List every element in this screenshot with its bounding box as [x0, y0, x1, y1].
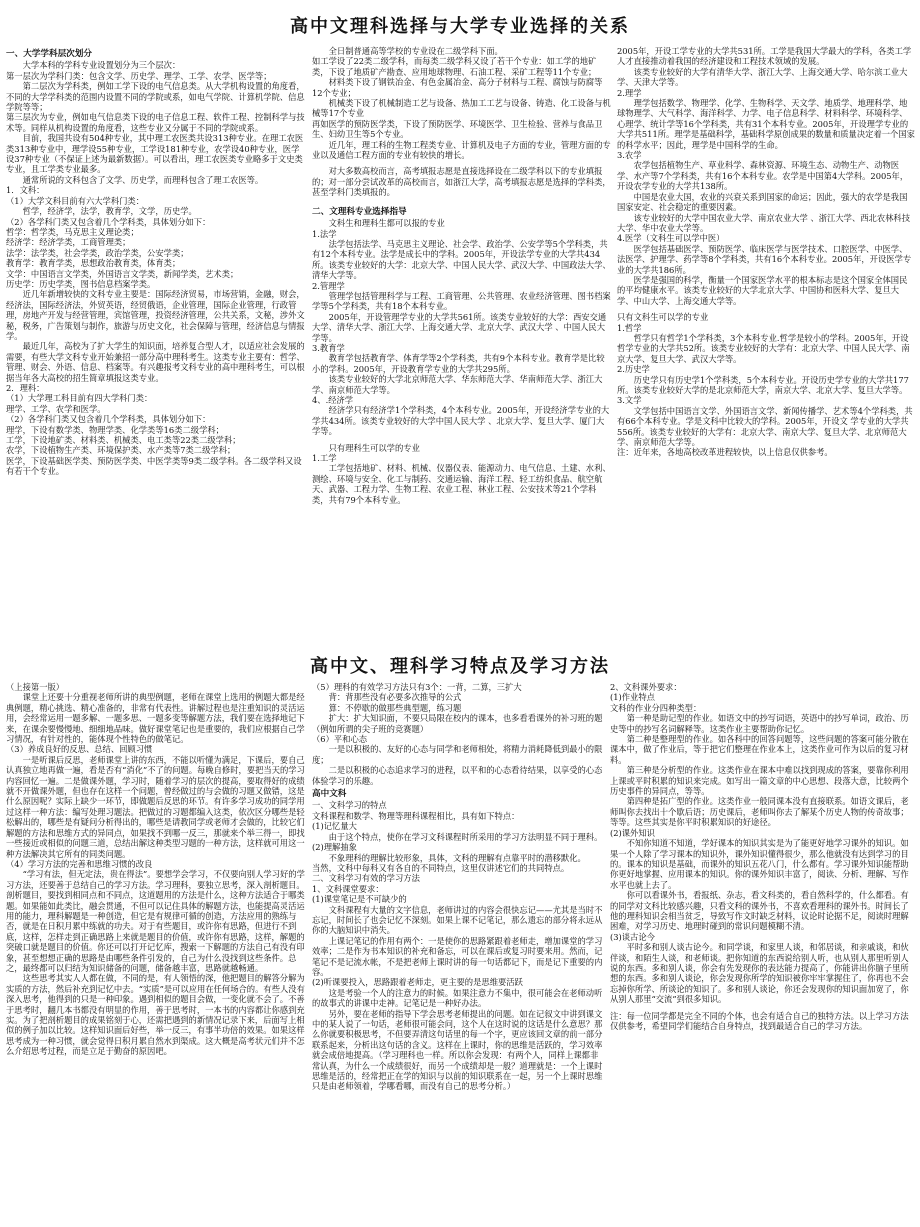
paragraph: 上课记笔记的作用有两个：一是使你的思路紧跟着老师走，增加课堂的学习效率；二是作为书本知识的补充和备忘，可以在课后或复习时要来用。然而，记笔记不是记流水帐，不是把老师上课时讲的每一句话都记下，而是记下重要的内容。 — [312, 935, 603, 977]
paragraph: 3.教育学 — [312, 342, 345, 353]
paragraph: 二是以积极的心态追求学习的进程，以平和的心态看待结果，以享受的心态体验学习的乐趣。 — [312, 765, 603, 786]
paragraph: 教育学包括教育学、体育学等2个学科类，共有9个本科专业。教育学是比较小的学科。2005年，开设教育学专业的大学共295所。 — [312, 353, 605, 374]
paragraph: 机械类下设了机械制造工艺与设备、热加工工艺与设备、铸造、化工设备与机械等17个专业 — [312, 98, 611, 119]
paragraph: (1)课堂笔记是不可缺少的 — [312, 894, 407, 905]
paragraph: 不象理科的理解比较形象，具体，文科的理解有点靠平时的潜移默化。 — [328, 852, 586, 863]
paragraph: 该专业较好的大学中国农业大学、南京农业大学 、浙江大学、西北农林科技大学、华中农业大学等。 — [617, 212, 911, 233]
paragraph: 经济学：经济学类，工商管理类； — [6, 237, 131, 248]
section2-column-1 — [6, 682, 306, 1222]
paragraph: 近几年新增较快的文科专业主要是：国际经济贸易，市场营销，金融，财会，经济法，国际经济法，外贸英语，经贸俄语，企业管理，国际企业管理，行政管理，房地产开发与经营管理，宾馆管理，投资经济管理，公共关系，文秘，涉外文秘，税务，广告策划与制作，旅游与历史文化，社会保障与管理，经济信息与情报学。 — [6, 289, 305, 341]
paragraph: 工学，下设地矿类、材料类、机械类、电工类等22类二级学科； — [6, 435, 241, 446]
paragraph: （5）理科的有效学习方法只有3个：一背，二算，三扩大 — [312, 682, 522, 692]
section2-column-3 — [610, 682, 915, 1222]
paragraph: 二、文科学习有效的学习方法 — [312, 873, 420, 884]
paragraph: 该类专业较好的大学北京师范大学、华东师范大学、华南师范大学、浙江大学、南京师范大学等。 — [312, 374, 603, 395]
section1-column-2 — [312, 46, 612, 646]
paragraph: 1．文科： — [6, 185, 45, 196]
paragraph: （4）学习方法的完善和思维习惯的改良 — [6, 858, 153, 869]
paragraph: 2、文科课外要求： — [610, 682, 682, 692]
paragraph: 一是以积极的、友好的心态与同学和老师相处，将精力消耗降低到最小的限度； — [312, 744, 603, 765]
paragraph: 理学、工学、农学和医学。 — [6, 403, 106, 414]
paragraph: 材料类下设了钢铁冶金、有色金属冶金、高分子材料与工程、腐蚀与防腐等12个专业； — [312, 77, 603, 98]
paragraph: 文科的作业分四种类型： — [610, 702, 702, 713]
paragraph: 文学：中国语言文学类，外国语言文学类，新闻学类，艺术类； — [6, 268, 239, 279]
paragraph: 1.法学 — [312, 228, 337, 239]
paragraph: 第四种是拓广型的作业。这类作业一般同课本没有直接联系。如语文课后，老师叫你去找出十个歇后语；历史课后，老师叫你去了解某个历史人物的传奇故事；等等。这些其实是你平时积累知识的好途径。 — [610, 796, 909, 828]
paragraph: 1.工学 — [312, 453, 337, 464]
paragraph: 你可以看课外书，看报纸、杂志，看文科类的，看自然科学的，什么都看。有的同学对文科比较感兴趣，只看文科的课外书，不喜欢看理科的课外书。时间长了他的理科知识会相当贫乏，导致写作文时缺乏材料，议论时论据不足，阅读时理解困难，对学习历史、地理时碰到的常识问题模糊不清。 — [610, 890, 909, 932]
paragraph: 1、文科课堂要求： — [312, 883, 384, 894]
paragraph: 第三层次为专业，例如电气信息类下设的电子信息工程、软件工程、控制科学与技术等。同样从机构设置的角度看，这些专业又分属于不同的学院或系。 — [6, 112, 305, 133]
paragraph: 哲学只有哲学1个学科类，3个本科专业.哲学是较小的学科。2005年，开设哲学专业的大学共52所。该类专业较好的大学有：北京大学、中国人民大学、南京大学、复旦大学、武汉大学等。 — [617, 332, 910, 364]
paragraph: 文学包括中国语言文学、外国语言文学、新闻传播学、艺术等4个学科类，共有66个本科专业。学是文科中比较大的学科。2005年，开设文 学专业的大学共556所。该类专业较好的大学有：北京大学、南京大学、复旦大学、北京师范大学、南京师范大学等。 — [617, 405, 913, 448]
section1-column-3 — [617, 46, 915, 646]
paragraph: 课堂上还要十分重视老师所讲的典型例题，老师在课堂上选用的例题大都是经典例题，精心挑选、精心准备的，非常有代表性。讲解过程也是注重知识的灵活运用，会经常运用一题多解、一题多思、一题多变等解题方法，我们要在选择地记下来，在课余要慢慢地、细细地品味。做好课堂笔记也是重要的，我们应根据自己学习情况，有针对性的，能体现个性特色的做笔记。 — [6, 692, 305, 745]
paragraph: （6）平和心态 — [312, 734, 368, 745]
paragraph: 第一层次为学科门类：包含文学、历史学、理学、工学、农学、医学等； — [6, 70, 272, 81]
paragraph: 哲学：哲学类，马克思主义理论类； — [6, 226, 139, 237]
paragraph: 当然，文科中每科又有各自的不同特点，这里仅讲述它们的共同特点。 — [312, 862, 570, 873]
paragraph: (1)作业特点 — [610, 692, 655, 703]
paragraph: 医学包括基础医学、预防医学、临床医学与医学技术、口腔医学、中医学、法医学、护理学、药学等8个学科类，共有16个本科专业。2005年，开设医学专业的大学共186所。 — [617, 243, 912, 275]
heading: 一、大学学科层次划分 — [6, 49, 92, 59]
paragraph: 由于这个特点，使你在学习文科课程时所采用的学习方法明显不同于理科。 — [328, 831, 603, 842]
paragraph: 农学，下设植物生产类、环境保护类、水产类等7类二级学科； — [6, 445, 236, 456]
paragraph: 对大多数高校而言，高考填报志愿是直接选择设在二级学科以下的专业填报的；对一部分尝试改革的高校而言，如浙江大学，高考填报志愿是选择的学科类，甚至学科门类填报的。 — [312, 166, 611, 198]
paragraph: 医学，下设基础医学类、预防医学类、中医学类等9类二级学科。各二级学科又设有若干个专业。 — [6, 455, 302, 477]
paragraph: 不知你知道不知道，学好课本的知识其实是为了能更好地学习课外的知识。如果一个人除了学习课本的知识外，课外知识懂得很少，那么他就没有达到学习的目的。课本的知识是基础，而课外的知识五花八门，什么都有。学习课外知识能帮助你更好地掌握、应用课本的知识。你的课外知识丰富了，阅读、分析、理解、写作水平也就上去了。 — [610, 838, 909, 890]
paragraph: （上接第一版） — [6, 682, 65, 692]
paragraph: 2.管理学 — [312, 280, 345, 291]
paragraph: 2005年，开设管理学专业的大学共561所。该类专业较好的大学：西安交通大学、清华大学、浙江大学、上海交通大学、北京大学、武汉大学 、中国人民大学等。 — [312, 311, 607, 343]
paragraph: 只有理科生可以学的专业 — [328, 442, 420, 453]
paragraph: 历史学：历史学类，图书信息档案学类。 — [6, 278, 156, 289]
paragraph: 扩大：扩大知识面，不要只局限在校内的课本，也多看看课外的补习班的题（例如所谓的尖子班的竞赛题） — [312, 713, 603, 734]
paragraph: 文科课程和数学、物理等理科课程相比，具有如下特点： — [312, 810, 520, 821]
paragraph: 理学，下设有数学类、物理学类、化学类等16类二级学科； — [6, 424, 224, 435]
paragraph: 3.文学 — [617, 395, 642, 406]
paragraph: 只有文科生可以学的专业 — [617, 312, 709, 323]
paragraph: 中国是农业大国，农业的兴衰关系到国家的命运；因此，强大的农学是我国国家安定、社会稳定的重要因素。 — [617, 191, 908, 213]
paragraph: （1）大学理工科目前有四大学科门类： — [6, 393, 153, 404]
heading: 二、文理科专业选择指导 — [312, 206, 407, 217]
paragraph: 通常所说的文科包含了文学、历史学，而理科包含了理工农医等。 — [22, 174, 264, 185]
paragraph: （3）养成良好的反思、总结、回顾习惯 — [6, 744, 153, 755]
paragraph: 历史学只有历史学1个学科类，5个本科专业。开设历史学专业的大学共177所。该类专业较好大学的是北京师范大学，南京大学、北京大学、复旦大学等。 — [617, 374, 909, 395]
paragraph: 2005年，开设工学专业的大学共531所。工学是我国大学最大的学科，各类工学人才直接推动着我国的经济建设和工程技术领域的发展。 — [617, 46, 912, 67]
paragraph: 2.历史学 — [617, 364, 650, 375]
paragraph: 一、文科学习的特点 — [312, 800, 387, 811]
paragraph: 哲学，经济学，法学，教育学，文学，历史学。 — [22, 206, 197, 217]
paragraph: (3)谈古论今 — [610, 931, 655, 942]
paragraph: 1.哲学 — [617, 322, 642, 333]
section1-title: 高中文理科选择与大学专业选择的关系 — [290, 16, 630, 37]
paragraph: （2）各学科门类又包含着几个学科类，具体划分如下： — [6, 414, 211, 425]
paragraph: 经济学只有经济学1个学科类，4个本科专业。2005年，开设经济学专业的大学共434所。该类专业较好的大学中国人民大学 、北京大学、复旦大学、厦门大学等。 — [312, 405, 610, 437]
paragraph: (2)听课要投入，思路跟着老师走，更主要的是思维要活跃 — [312, 977, 523, 988]
section1-column-1 — [6, 46, 306, 646]
paragraph: 第二层次为学科类，例如工学下设的电气信息类。从大学机构设置的角度看，不同的大学学科类的范围内设置不同的学院或系，如电气学院、计算机学院、信息学院等等； — [6, 81, 305, 113]
paragraph: 注：近年来，各地高校改革进程较快，以上信息仅供参考。 — [617, 447, 833, 458]
paragraph: 工学包括地矿、材料、机械、仪器仪表、能源动力、电气信息、土建、水利、测绘、环境与安全、化工与制药、交通运输、海洋工程、轻工纺织食品、航空航天、武器、工程力学、生物工程、农业工程、林业工程、公安技术等21个学科类，共有79个本科专业。 — [312, 463, 611, 505]
paragraph: 文科生和理科生都可以报的专业 — [328, 218, 445, 229]
paragraph: 3.农学 — [617, 150, 642, 161]
paragraph: （1）大学文科目前有六大学科门类： — [6, 195, 145, 206]
paragraph: 法学包括法学、马克思主义理论、社会学、政治学、公安学等5个学科类，共有12个本科专业。法学是成长中的学科。2005年，开设法学专业的大学共434所。该类专业较好的大学：北京大学、中国人民大学、武汉大学、中国政法大学、清华大学等。 — [312, 238, 611, 281]
paragraph: 医学是强国的科学，衡量一个国家医学水平的根本标志是这个国家全体国民的平均健康水平。该类专业较好的大学北京大学、中国协和医科大学、复旦大学、中山大学、上海交通大学等。 — [617, 274, 908, 306]
heading: 高中文科 — [312, 789, 347, 800]
section2-title: 高中文、理科学习特点及学习方法 — [310, 656, 610, 677]
section2-column-2 — [312, 682, 604, 1222]
paragraph: （2）各学科门类又包含着几个学科类，具体划分如下： — [6, 216, 211, 227]
paragraph: 这是考验一个人的注意力的时候。如果注意力不集中，很可能会在老师动听的故事式的讲课中走神。记笔记是一种好办法。 — [312, 987, 603, 1009]
paragraph: 教育学：教育学类，思想政治教育类，体育类； — [6, 258, 181, 269]
paragraph: 一是听课后反思，老师课堂上讲的东西，不能以听懂为满足，下课后，要自己认真独立地再做一遍，看是否有“消化”不了的问题。每晚自修时，要把当天的学习内容回忆一遍。二是做课外题，学习时，随着学习的层次的提高，要取得好的成绩就不开做课外题，但也存在这样一个问题，曾经做过的与会做的习题又做错，这是什么原因呢？实际上缺少一环节，即做题后反思的环节。有许多学习成功的同学用过这样一种方法：编写处理习题法。把做过的习题都编入这类，依次区分哪些是轻松解出的，哪些是有疑问分析得出的，哪些是请教同学或老师才会做的，比较它们解题的方法和思维方式的异同点，如果找不到哪一反三，那就来个举三得一，即找一些接近或相似的问题三道，总结出解这种类型习题的一种方法，这样就可用这一种方法解决其它所有的同类问题。 — [6, 754, 305, 859]
paragraph: 4.医学（文科生可以学中医） — [617, 233, 725, 244]
paragraph: 4、.经济学 — [312, 395, 354, 405]
paragraph: 算：不停歇的做那些典型题，练习题 — [328, 702, 462, 713]
paragraph: 法学：法学类，社会学类，政治学类，公安学类； — [6, 247, 189, 258]
paragraph: (2)理解抽象 — [312, 842, 357, 853]
paragraph: 注：每一位同学都是完全不同的个体，也会有适合自己的独特方法。以上学习方法仅供参考，希望同学们能结合自身特点，找到最适合自己的学习方法。 — [610, 1010, 909, 1031]
paragraph: 管理学包括管理科学与工程、工商管理、公共管理、农业经济管理、图书档案学等5个学科类，共有18个本科专业。 — [312, 290, 611, 312]
paragraph: 另外，要在老师的指导下学会思考老师提出的问题。如在记叙文中讲到课文中的某人说了一句话，老师很可能会问，这个人在这时说的这话是什么意思？那么你就要积极思考，不但要弄清这句话里的每一个字，更应该回文章的前一部分联系起来，分析出这句话的含义。这样在上课时，你的思维是活跃的，学习效率就会成倍地提高。（学习理科也一样。所以你会发现：有两个人，同样上课都非常认真，为什么一个成绩很好，而另一个成绩却是一般？道理就是：一个上课时思维是活的，经常把正在学的知识与以前的知识联系在一起，另一个上课时思维只是由老师领着，学哪看哪，而没有自己的思考分析。） — [312, 1008, 603, 1092]
paragraph: 最近几年，高校为了扩大学生的知识面，培养复合型人才，以适应社会发展的需要，有些大学文科专业开始兼招一部分高中理科考生。这类专业主要有：哲学、管理、财会、外语、信息、档案等。有兴趣报考文科专业的高中理科考生，可以根据当年各大高校的招生简章填报这类专业。 — [6, 341, 305, 383]
paragraph: 第一种是助记型的作业。如语文中的抄写词语，英语中的抄写单词，政治、历史等中的抄写名词解释等。这类作业主要帮助你记忆。 — [610, 713, 909, 734]
paragraph: “学习有法，但无定法，贵在得法”。要想学会学习，不仅要向别人学习好的学习方法，还要善于总结自己的学习方法。学习理科，要独立思考，深入剖析题目。剖析题目，要找到相同点和不同点，这道题用的方法是什么，这种方法适合于哪类题。如果能如此类比，融会贯通，不但可以记住具体的解题方法，也能提高灵活运用的能力，理科解题是一种创造，但它是有规律可循的创造，方法应用的熟练与否，就是在日积月累中练就的功夫。对于有些题目，或许你有思路，但进行不到底，这样，怎样走到正确思路上来就是题目的价值，或许你有思路，这样，解题的突破口就是题目的价值。你还可以打开记忆库，搜索一下解题的方法自己有没有印象，甚至想想正确的思路是由哪些条件引发的，自己为什么没找到这些条件。总之，最终都可以归结为知识储备的问题，储备越丰富，思路就越畅通。 — [6, 869, 305, 973]
paragraph: 近几年，理工科的生物工程类专业、计算机及电子方面的专业，管理方面的专业以及通信工程方面的专业有较快的增长。 — [312, 139, 611, 161]
paragraph: 农学包括植物生产、草业科学、森林资源、环境生态、动物生产、动物医学、水产等7个学科类，共有16个本科专业。农学是中国第4大学科。2005年，开设农学专业的大学共138所。 — [617, 160, 909, 192]
paragraph: 背：背那些没有必要多次推导的公式 — [328, 692, 462, 703]
paragraph: (2)课外知识 — [610, 827, 655, 838]
paragraph: 文科课程有大量的文字信息，老师讲过的内容会很快忘记——尤其是当时不忘记，时间长了也会记忆不深刻。如果上课不记笔记，那么遗忘的部分将永远从你的大脑知识中消失。 — [312, 904, 603, 936]
paragraph: 理学包括数学、物理学、化学、生物科学、天文学、地质学、地理科学、地球物理学、大气科学、海洋科学、力学、电子信息科学、材料科学、环境科学、心理学、统计学等16个学科类，共有31个本科专业。2005年，开设理学专业的大学共511所。理学是基础科学，基础科学原创成果的数量和质量决定着一个国家的科学水平；因此，理学是中国科学的生命。 — [617, 98, 915, 150]
paragraph: 再如医学的预防医学类，下设了预防医学、环境医学、卫生检验、营养与食品卫生、妇幼卫生等5个专业。 — [312, 118, 603, 140]
paragraph: 该类专业较好的大学有清华大学、浙江大学、上海交通大学、哈尔滨工业大学、天津大学等。 — [617, 66, 908, 88]
paragraph: 第二种是整理型的作业。如各科中的回答问题等，这些问题的答案可能分散在课本中，做了作业后，等于把它们整理在作业本上，这类作业可作为以后的复习材料。 — [610, 734, 909, 765]
paragraph: 目前，我国共设有504种专业，其中理工农医类共设313种专业。在理工农医类313种专业中，理学设55种专业，工学设181种专业，农学设40种专业，医学设37种专业（不保证上述为最新数据）。可以看出，理工农医类专业略多于文史类专业，且工学类专业最多。 — [6, 133, 304, 175]
paragraph: 如工学设了22类二级学科，而每类二级学科又设了若干个专业：如工学的地矿类，下设了地质矿产勘查、应用地球物理、石油工程、采矿工程等11个专业； — [312, 56, 597, 77]
paragraph: 2.理学 — [617, 87, 642, 98]
paragraph: 全日制普通高等学校的专业设在二级学科下面。 — [328, 46, 503, 56]
paragraph: 平时多和别人谈古论今。和同学谈，和家里人谈，和邻居谈，和亲戚谈，和伙伴谈，和陌生人谈，和老师谈。把你知道的东西说给别人听，也从别人那里听别人说的东西。多和别人谈，你会有先发现你的表达能力提高了，你能讲出你脑子里所想的东西。多和别人谈论，你会发现你所学的知识被你牢牢掌握住了，你再也不会忘掉你所学、所谈论的知识了。多和别人谈论，你还会发现你的知识面加宽了，你从别人那里“交流”到很多知识。 — [610, 942, 909, 1005]
paragraph: 大学本科的学科专业设置划分为三个层次： — [22, 60, 181, 71]
paragraph: 2．理科： — [6, 383, 45, 393]
paragraph: 这些思考其实人人都在做，不同的是，有人领悟的深，他把题目的解答分解为实质的方法，然后补充到记忆中去。“实质”是可以应用在任何场合的。有些人没有深入思考，他得到的只是一种印象。遇到相似的题目会做，一变化就不会了。不善于思考时，翻几本书都没有明显的作用，善于思考时，一本书的内容都让你感到充实。为了把剖析题目的成果铭刻于心，还需把遇到的新情况记录下来，后面写上相似的例子加以比较。这样知识面后好些，举一反三，有事半功倍的效果。如果这样思考成为一种习惯，就会觉得日积月累自然水到渠成。这大概是高考状元们并不怎么介绍思考过程，而是立足于勤奋的原因吧。 — [6, 973, 305, 1057]
paragraph: (1)记忆量大 — [312, 821, 357, 832]
paragraph: 第三种是分析型的作业。这类作业在课本中难以找到现成的答案，要靠你利用上课或平时积累的知识来完成。如写出一篇文章的中心思想、段落大意，比较两个历史事件的异同点，等等。 — [610, 765, 909, 797]
